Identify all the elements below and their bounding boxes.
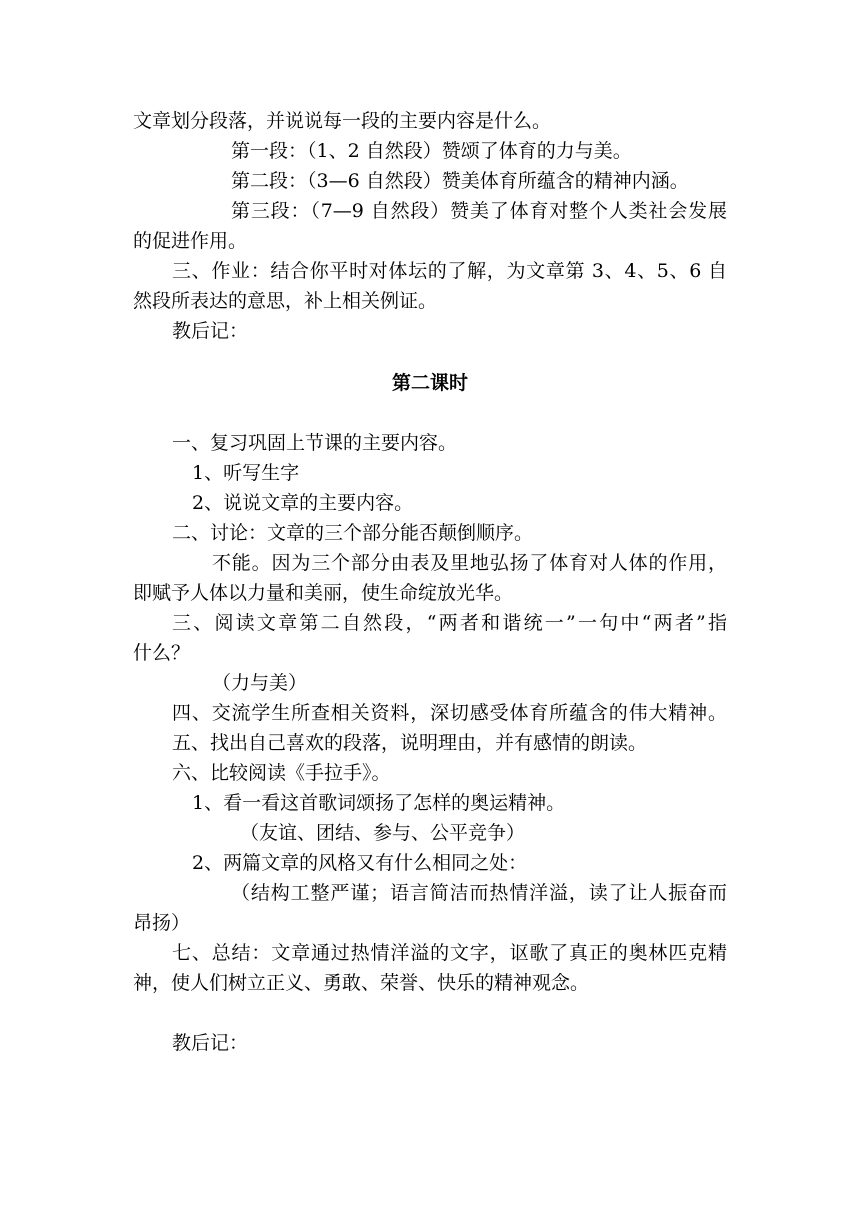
paragraph-line: 三、作业：结合你平时对体坛的了解，为文章第 3、4、5、6 自 <box>172 260 727 282</box>
paragraph-line: （力与美） <box>212 672 308 694</box>
paragraph-line: 2、说说文章的主要内容。 <box>192 492 414 514</box>
paragraph-line: 然段所表达的意思，补上相关例证。 <box>133 290 438 312</box>
paragraph-line: 什么？ <box>133 642 191 664</box>
paragraph-line: 2、两篇文章的风格又有什么相同之处： <box>192 852 528 874</box>
paragraph-line: 第三段：（7—9 自然段）赞美了体育对整个人类社会发展 <box>231 200 727 222</box>
paragraph-line: 1、听写生字 <box>192 462 300 484</box>
after-class-notes-label: 教后记： <box>172 320 249 342</box>
paragraph-line: 不能。因为三个部分由表及里地弘扬了体育对人体的作用， <box>212 552 727 574</box>
paragraph-line: 神，使人们树立正义、勇敢、荣誉、快乐的精神观念。 <box>133 972 590 994</box>
paragraph-line: （友谊、团结、参与、公平竞争） <box>240 822 526 844</box>
paragraph-line: 一、复习巩固上节课的主要内容。 <box>172 432 458 454</box>
paragraph-line: 第二段：（3—6 自然段）赞美体育所蕴含的精神内涵。 <box>231 170 689 192</box>
paragraph-line: 1、看一看这首歌词颂扬了怎样的奥运精神。 <box>192 792 566 814</box>
paragraph-line: 三、阅读文章第二自然段，“两者和谐统一”一句中“两者”指 <box>172 612 727 634</box>
paragraph-line: 四、交流学生所查相关资料，深切感受体育所蕴含的伟大精神。 <box>172 702 727 724</box>
paragraph-line: 即赋予人体以力量和美丽，使生命绽放光华。 <box>133 582 514 604</box>
section-title: 第二课时 <box>391 372 468 394</box>
paragraph-line: 五、找出自己喜欢的段落，说明理由，并有感情的朗读。 <box>172 732 648 754</box>
paragraph-line: 六、比较阅读《手拉手》。 <box>172 762 391 784</box>
paragraph-line: 昂扬） <box>133 912 191 934</box>
paragraph-line: 二、讨论：文章的三个部分能否颠倒顺序。 <box>172 522 534 544</box>
paragraph-line: 文章划分段落，并说说每一段的主要内容是什么。 <box>133 110 552 132</box>
paragraph-line: 第一段：（1、2 自然段）赞颂了体育的力与美。 <box>231 140 632 162</box>
paragraph-line: 七、总结：文章通过热情洋溢的文字，讴歌了真正的奥林匹克精 <box>172 942 727 964</box>
paragraph-line: 的促进作用。 <box>133 230 248 252</box>
paragraph-line: （结构工整严谨；语言简洁而热情洋溢，读了让人振奋而 <box>231 882 727 904</box>
after-class-notes-label: 教后记： <box>172 1032 249 1054</box>
